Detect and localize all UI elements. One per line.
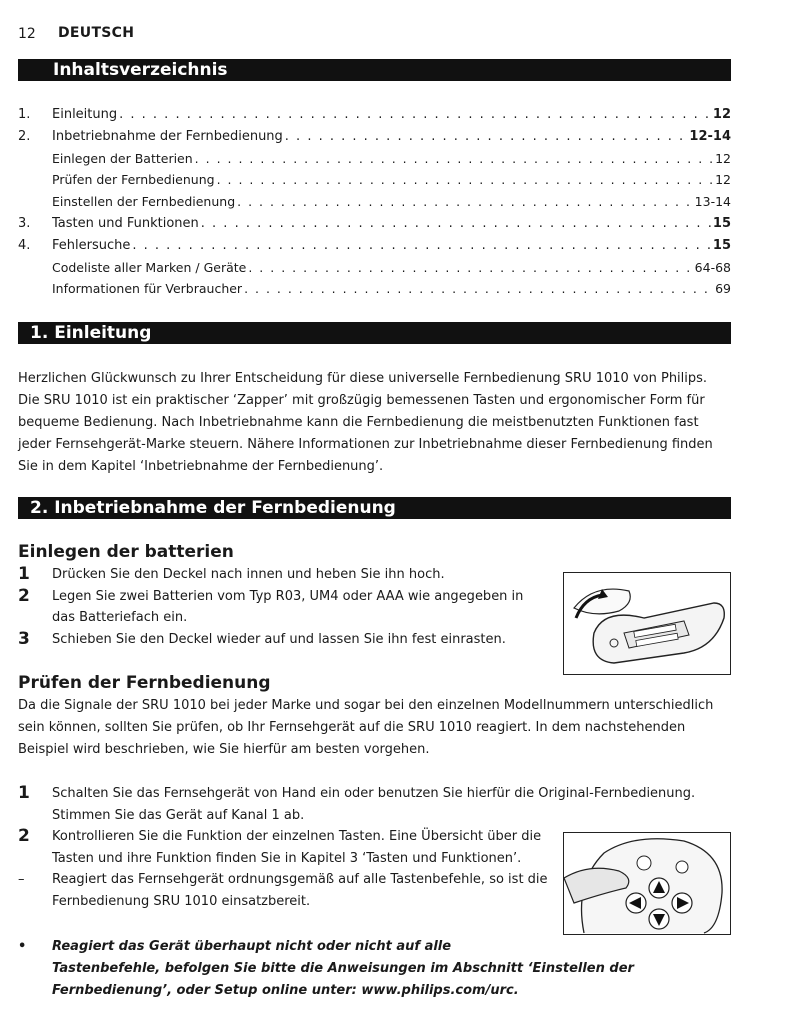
toc-page-number: 12	[712, 107, 731, 122]
step-text: Fernbedienung SRU 1010 einsatzbereit.	[52, 893, 311, 909]
toc-row	[18, 213, 731, 235]
toc-row	[18, 257, 731, 279]
toc-list	[18, 104, 731, 300]
toc-page-number: 12	[715, 150, 731, 166]
toc-number	[18, 191, 52, 213]
toc-number	[18, 169, 52, 191]
section1-line: jeder Fernsehgerät-Marke steuern. Nähere Informationen zur Inbetriebnahme dieser Fernbedienung finden	[18, 437, 713, 452]
toc-row	[18, 126, 731, 148]
toc-row	[18, 278, 731, 300]
step-number: 2	[18, 585, 30, 606]
toc-number: 4.	[18, 237, 31, 253]
test-step	[18, 869, 548, 912]
test-intro-line: Beispiel wird beschrieben, wie Sie hierfür am besten vorgehen.	[18, 742, 430, 757]
toc-entry-title: Fehlersuche	[52, 237, 131, 253]
note-line: Tastenbefehle, befolgen Sie bitte die Anweisungen im Abschnitt ‘Einstellen der	[52, 961, 634, 976]
battery-steps	[18, 564, 548, 650]
battery-step	[18, 629, 548, 651]
note-line: Reagiert das Gerät überhaupt nicht oder nicht auf alle	[52, 939, 452, 954]
toc-number: 2.	[18, 128, 31, 144]
section1-title: 1. Einleitung	[30, 323, 152, 343]
toc-entry-title: Codeliste aller Marken / Geräte	[52, 259, 247, 275]
step-text: Legen Sie zwei Batterien vom Typ R03, UM4 oder AAA wie angegeben in	[52, 588, 524, 604]
note-bullet: •	[18, 939, 27, 954]
test-intro-line: Da die Signale der SRU 1010 bei jeder Marke und sogar bei den einzelnen Modellnummern unterschiedlich	[18, 698, 714, 713]
toc-leader-dots	[199, 213, 713, 235]
step-text: Stimmen Sie das Gerät auf Kanal 1 ab.	[52, 807, 305, 823]
toc-entry-title: Prüfen der Fernbedienung	[52, 172, 215, 188]
battery-step	[18, 586, 548, 629]
step-number: 1	[18, 564, 30, 584]
language-label: DEUTSCH	[58, 25, 135, 41]
toc-row	[18, 235, 731, 257]
toc-leader-dots	[117, 104, 713, 126]
section1-line: Herzlichen Glückwunsch zu Ihrer Entscheidung für diese universelle Fernbedienung SRU 1010 von Philips.	[18, 371, 708, 386]
section1-line: Sie in dem Kapitel ‘Inbetriebnahme der Fernbedienung’.	[18, 459, 384, 474]
test-heading: Prüfen der Fernbedienung	[18, 673, 271, 693]
step-text: Schalten Sie das Fernsehgerät von Hand ein oder benutzen Sie hierfür die Original-Fernbedienung.	[52, 786, 696, 801]
toc-page-number: 12	[715, 172, 731, 188]
section2-title-bar	[18, 497, 731, 519]
toc-page-number: 15	[712, 215, 731, 231]
toc-entry-title: Inbetriebnahme der Fernbedienung	[52, 128, 283, 144]
step-number: 3	[18, 628, 30, 649]
toc-leader-dots	[246, 257, 694, 279]
page-number: 12	[18, 26, 36, 42]
toc-leader-dots	[193, 148, 715, 170]
toc-entry-title: Einstellen der Fernbedienung	[52, 194, 236, 210]
note-line: Fernbedienung’, oder Setup online unter: www.philips.com/urc.	[52, 983, 519, 998]
step-text: Drücken Sie den Deckel nach innen und heben Sie ihn hoch.	[52, 567, 445, 582]
toc-entry-title: Einlegen der Batterien	[52, 150, 193, 166]
battery-heading: Einlegen der batterien	[18, 542, 234, 562]
toc-entry-title: Tasten und Funktionen	[52, 215, 199, 231]
battery-illustration	[563, 572, 731, 675]
toc-entry-title: Einleitung	[52, 107, 118, 122]
toc-number	[18, 278, 52, 300]
step-text: das Batteriefach ein.	[52, 610, 188, 625]
toc-number: 1.	[18, 107, 31, 122]
toc-page-number: 64-68	[694, 259, 731, 275]
toc-row	[18, 104, 731, 126]
toc-title-bar	[18, 59, 731, 81]
section1-paragraph	[18, 368, 731, 478]
step-dash: –	[18, 872, 25, 887]
toc-page-number: 15	[712, 237, 731, 253]
step-number: 2	[18, 826, 30, 846]
toc-page-number: 69	[715, 281, 731, 297]
step-text: Reagiert das Fernsehgerät ordnungsgemäß auf alle Tastenbefehle, so ist die	[52, 872, 548, 887]
remote-hand-icon	[564, 833, 730, 934]
toc-leader-dots	[235, 191, 695, 213]
section1-line: bequeme Bedienung. Nach Inbetriebnahme kann die Fernbedienung die meistbenutzten Funktionen fast	[18, 415, 699, 430]
toc-leader-dots	[242, 278, 715, 300]
remote-battery-icon	[564, 573, 730, 674]
note	[18, 936, 731, 1002]
toc-number	[18, 148, 52, 170]
test-intro-line: sein können, sollten Sie prüfen, ob Ihr Fernsehgerät auf die SRU 1010 reagiert. In dem nachstehenden	[18, 720, 686, 735]
test-step	[18, 826, 548, 869]
section2-title: 2. Inbetriebnahme der Fernbedienung	[30, 498, 396, 518]
section1-line: Die SRU 1010 ist ein praktischer ‘Zapper’ mit großzügig bemessenen Tasten und ergonomischer Form für	[18, 393, 705, 408]
toc-number: 3.	[18, 215, 31, 231]
test-intro	[18, 695, 731, 761]
toc-leader-dots	[215, 169, 716, 191]
battery-step	[18, 564, 548, 586]
step-text: Tasten und ihre Funktion finden Sie in Kapitel 3 ‘Tasten und Funktionen’.	[52, 850, 522, 866]
test-step	[18, 783, 731, 826]
remote-buttons-illustration	[563, 832, 731, 935]
toc-leader-dots	[283, 126, 690, 148]
toc-number	[18, 257, 52, 279]
toc-row	[18, 148, 731, 170]
toc-row	[18, 191, 731, 213]
toc-title: Inhaltsverzeichnis	[53, 60, 228, 80]
step-text: Kontrollieren Sie die Funktion der einzelnen Tasten. Eine Übersicht über die	[52, 829, 542, 844]
section1-title-bar	[18, 322, 731, 344]
step-text: Schieben Sie den Deckel wieder auf und lassen Sie ihn fest einrasten.	[52, 631, 506, 647]
toc-row	[18, 169, 731, 191]
step-number: 1	[18, 783, 30, 803]
toc-entry-title: Informationen für Verbraucher	[52, 281, 243, 297]
toc-page-number: 12-14	[689, 128, 731, 144]
toc-page-number: 13-14	[694, 194, 731, 210]
toc-leader-dots	[130, 235, 713, 257]
